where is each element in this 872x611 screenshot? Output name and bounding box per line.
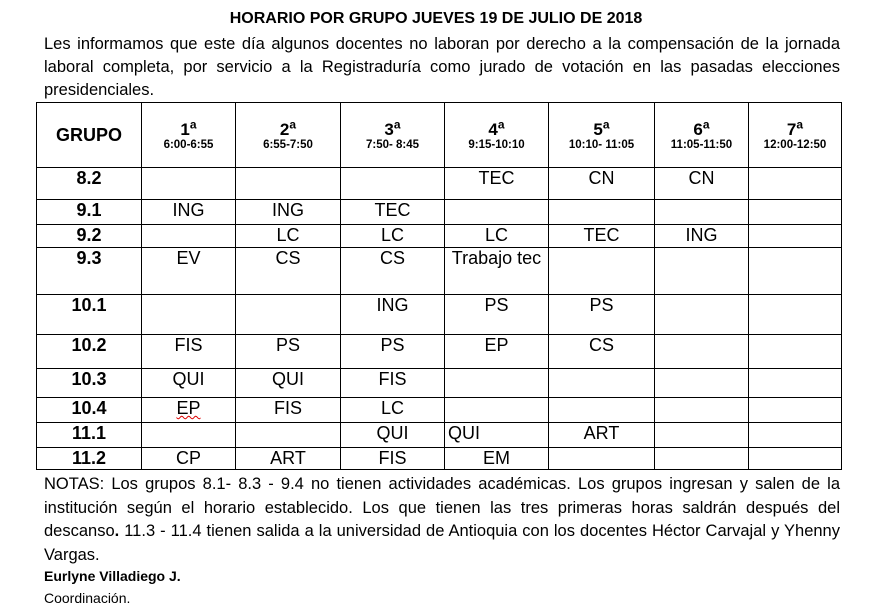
class-cell: QUI xyxy=(341,423,445,448)
group-cell: 10.1 xyxy=(37,295,142,335)
period-ordinal: a xyxy=(497,116,505,131)
period-header xyxy=(341,103,445,168)
group-cell: 10.3 xyxy=(37,369,142,398)
notes-paragraph xyxy=(44,473,840,567)
notes-text-1: NOTAS: Los grupos 8.1- 8.3 - 9.4 no tienen actividades académicas. Los grupos ingresan y salen de la institución según el horario establecido. Los que tienen las tres primeras horas saldrán después del descanso xyxy=(44,475,840,540)
group-column-header: GRUPO xyxy=(37,103,142,168)
class-cell xyxy=(655,398,749,423)
class-cell: LC xyxy=(445,225,549,248)
signature-role: Coordinación. xyxy=(44,590,131,606)
class-cell xyxy=(749,200,842,225)
period-ordinal: a xyxy=(702,116,710,131)
class-cell: ING xyxy=(341,295,445,335)
class-cell xyxy=(549,248,655,295)
class-cell xyxy=(236,423,341,448)
class-cell xyxy=(655,295,749,335)
signature-name: Eurlyne Villadiego J. xyxy=(44,568,181,584)
class-cell xyxy=(655,200,749,225)
class-cell: TEC xyxy=(445,168,549,200)
table-row xyxy=(37,168,842,200)
class-cell xyxy=(236,168,341,200)
class-cell: FIS xyxy=(142,335,236,369)
class-cell xyxy=(142,168,236,200)
class-cell xyxy=(655,369,749,398)
class-cell: ING xyxy=(142,200,236,225)
class-cell xyxy=(749,448,842,470)
group-cell: 10.4 xyxy=(37,398,142,423)
class-cell xyxy=(341,168,445,200)
class-cell: EM xyxy=(445,448,549,470)
group-cell: 8.2 xyxy=(37,168,142,200)
class-cell xyxy=(549,398,655,423)
group-cell: 9.2 xyxy=(37,225,142,248)
class-cell: Trabajo tec xyxy=(445,248,549,295)
class-cell: QUI xyxy=(236,369,341,398)
class-cell: PS xyxy=(549,295,655,335)
class-cell xyxy=(549,448,655,470)
class-cell xyxy=(142,225,236,248)
period-number: 1 xyxy=(180,119,190,139)
class-cell: CN xyxy=(549,168,655,200)
period-time: 6:55-7:50 xyxy=(263,138,313,151)
intro-paragraph: Les informamos que este día algunos docentes no laboran por derecho a la compensación de la jornada laboral completa, por servicio a la Registraduría como jurado de votación en las pasadas elecciones presidenciales. xyxy=(44,35,840,99)
period-header xyxy=(549,103,655,168)
period-time: 9:15-10:10 xyxy=(468,138,525,151)
class-cell xyxy=(749,335,842,369)
class-cell: CS xyxy=(549,335,655,369)
class-cell xyxy=(549,200,655,225)
class-cell xyxy=(142,295,236,335)
class-cell: TEC xyxy=(341,200,445,225)
class-cell: FIS xyxy=(341,448,445,470)
table-row xyxy=(37,200,842,225)
group-cell: 11.1 xyxy=(37,423,142,448)
period-header xyxy=(749,103,842,168)
notes-text-2: 11.3 - 11.4 tienen salida a la universidad de Antioquia con los docentes Héctor Carvajal y Yhenny Vargas. xyxy=(44,522,840,564)
period-header xyxy=(236,103,341,168)
period-number: 4 xyxy=(488,119,498,139)
class-cell: EV xyxy=(142,248,236,295)
class-cell xyxy=(445,398,549,423)
period-header xyxy=(142,103,236,168)
class-cell: LC xyxy=(236,225,341,248)
class-cell: ING xyxy=(655,225,749,248)
class-cell xyxy=(749,168,842,200)
period-ordinal: a xyxy=(189,116,197,131)
table-row xyxy=(37,295,842,335)
table-row xyxy=(37,248,842,295)
schedule-table xyxy=(36,102,842,470)
class-cell xyxy=(236,295,341,335)
class-cell: ART xyxy=(549,423,655,448)
class-cell: PS xyxy=(236,335,341,369)
class-cell: QUI xyxy=(142,369,236,398)
period-time: 10:10- 11:05 xyxy=(568,138,635,151)
period-number: 3 xyxy=(384,119,394,139)
period-ordinal: a xyxy=(796,116,804,131)
period-time: 12:00-12:50 xyxy=(763,138,827,151)
class-cell: EP xyxy=(445,335,549,369)
period-header xyxy=(445,103,549,168)
class-cell xyxy=(655,448,749,470)
class-cell xyxy=(749,248,842,295)
class-cell xyxy=(142,423,236,448)
notes-bold-period: . xyxy=(114,522,125,540)
class-cell: CP xyxy=(142,448,236,470)
period-ordinal: a xyxy=(289,116,297,131)
class-cell xyxy=(749,369,842,398)
period-ordinal: a xyxy=(602,116,610,131)
period-number: 2 xyxy=(279,119,290,139)
class-cell xyxy=(749,225,842,248)
class-cell: QUI xyxy=(445,423,549,448)
class-cell xyxy=(549,369,655,398)
class-cell: ART xyxy=(236,448,341,470)
table-row xyxy=(37,423,842,448)
class-cell: TEC xyxy=(549,225,655,248)
group-cell: 10.2 xyxy=(37,335,142,369)
table-row xyxy=(37,225,842,248)
period-number: 6 xyxy=(693,119,703,139)
class-cell xyxy=(749,398,842,423)
class-cell: PS xyxy=(341,335,445,369)
table-row xyxy=(37,448,842,470)
table-row xyxy=(37,369,842,398)
class-cell xyxy=(749,423,842,448)
header-row xyxy=(37,103,842,168)
period-time: 11:05-11:50 xyxy=(670,138,733,151)
group-cell: 9.3 xyxy=(37,248,142,295)
class-cell: ING xyxy=(236,200,341,225)
class-cell xyxy=(655,248,749,295)
class-cell: FIS xyxy=(341,369,445,398)
period-time: 7:50- 8:45 xyxy=(365,138,420,151)
class-cell: PS xyxy=(445,295,549,335)
table-row xyxy=(37,398,842,423)
period-time: 6:00-6:55 xyxy=(163,138,214,151)
class-cell: FIS xyxy=(236,398,341,423)
class-cell-text: EP xyxy=(176,398,201,418)
period-ordinal: a xyxy=(393,116,401,131)
class-cell xyxy=(655,335,749,369)
class-cell: CS xyxy=(341,248,445,295)
period-header xyxy=(655,103,749,168)
group-cell: 11.2 xyxy=(37,448,142,470)
period-number: 5 xyxy=(593,119,603,139)
class-cell xyxy=(445,200,549,225)
class-cell: LC xyxy=(341,398,445,423)
class-cell: CS xyxy=(236,248,341,295)
class-cell xyxy=(142,398,236,423)
class-cell xyxy=(445,369,549,398)
class-cell xyxy=(749,295,842,335)
class-cell: LC xyxy=(341,225,445,248)
table-row xyxy=(37,335,842,369)
class-cell xyxy=(655,423,749,448)
period-number: 7 xyxy=(786,119,797,139)
document-title: HORARIO POR GRUPO JUEVES 19 DE JULIO DE 2018 xyxy=(229,10,643,27)
group-cell: 9.1 xyxy=(37,200,142,225)
class-cell: CN xyxy=(655,168,749,200)
